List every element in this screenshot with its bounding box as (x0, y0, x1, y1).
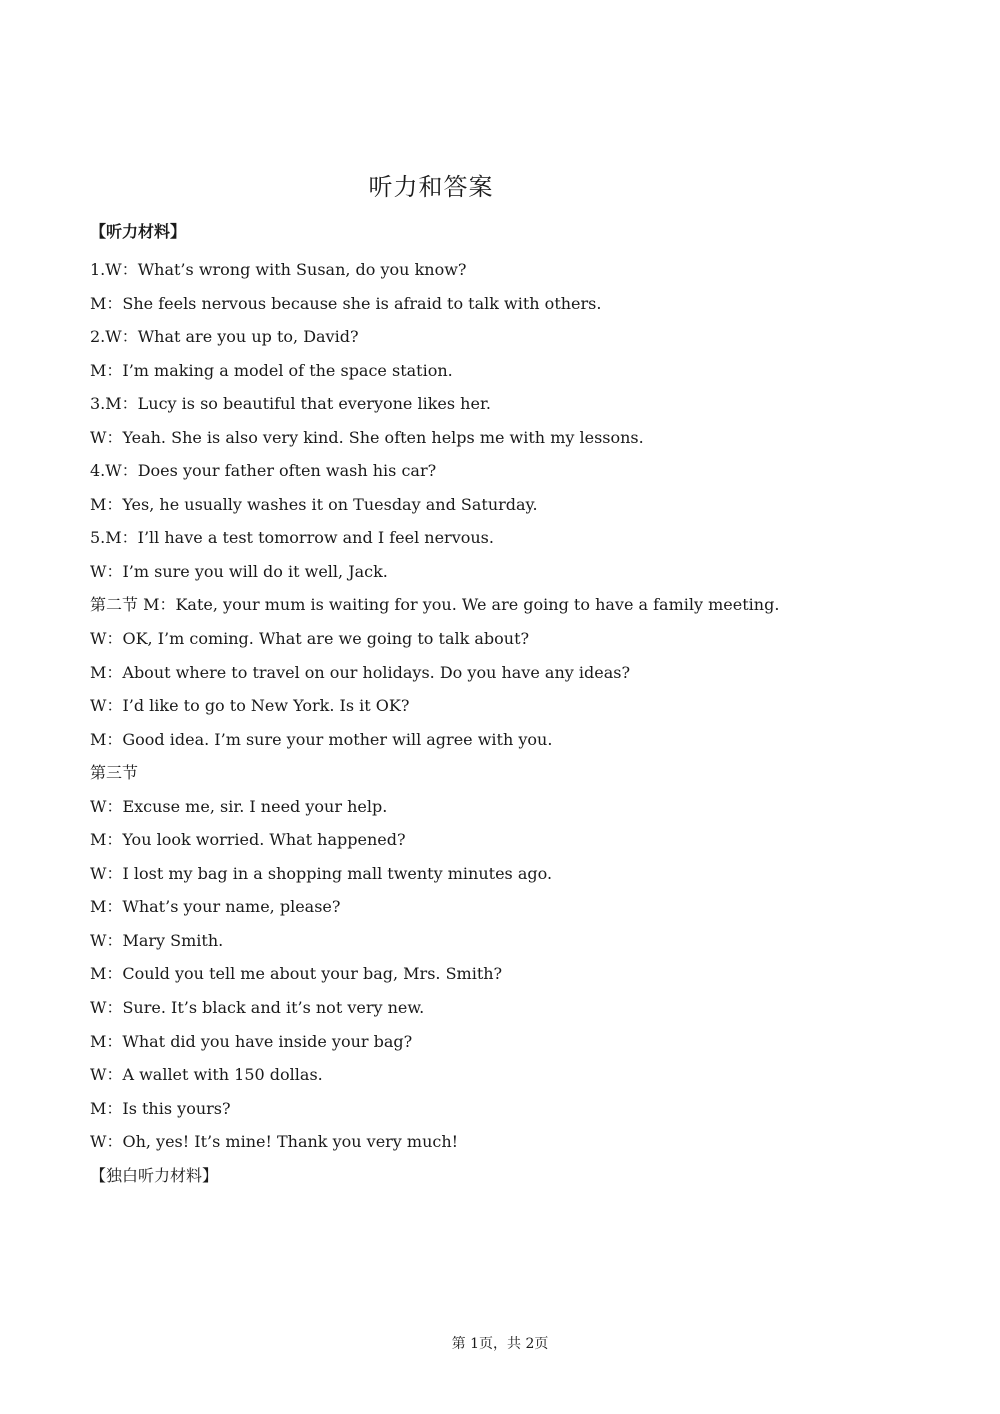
transcript-line: 4.W：Does your father often wash his car? (90, 461, 437, 481)
transcript-line: M：Good idea. I’m sure your mother will agree with you. (90, 729, 553, 749)
transcript-line: M：Could you tell me about your bag, Mrs. Smith? (90, 964, 503, 984)
transcript-line: M：What’s your name, please? (90, 897, 341, 917)
transcript-line: 3.M：Lucy is so beautiful that everyone likes her. (90, 394, 491, 414)
transcript-line: M：Yes, he usually washes it on Tuesday and Saturday. (90, 494, 538, 514)
page-number-footer: 第 1页，共 2页 (451, 1336, 549, 1352)
transcript-line: W：I’m sure you will do it well, Jack. (90, 561, 388, 581)
transcript-line: W：Excuse me, sir. I need your help. (90, 796, 388, 816)
transcript-line: M：She feels nervous because she is afraid to talk with others. (90, 293, 602, 313)
transcript-line: M：About where to travel on our holidays. Do you have any ideas? (90, 662, 631, 682)
transcript-line: W：Sure. It’s black and it’s not very new. (90, 998, 425, 1018)
transcript-line: 2.W：What are you up to, David? (90, 327, 359, 347)
transcript-line: W：I’d like to go to New York. Is it OK? (90, 696, 410, 716)
transcript-line: M：What did you have inside your bag? (90, 1031, 413, 1051)
transcript-line: 第三节 (90, 763, 139, 783)
section-heading-listening-material: 【听力材料】 (90, 222, 187, 241)
transcript-line: W：Yeah. She is also very kind. She often helps me with my lessons. (90, 427, 644, 447)
transcript-line: 第二节 M：Kate, your mum is waiting for you. We are going to have a family meeting. (90, 595, 780, 615)
transcript-line: W：Mary Smith. (90, 930, 224, 950)
transcript-line: M：I’m making a model of the space station. (90, 360, 453, 380)
transcript-line: M：Is this yours? (90, 1098, 231, 1118)
page-title: 听力和答案 (368, 173, 494, 201)
section-heading-monologue-material: 【独白听力材料】 (90, 1166, 219, 1185)
transcript-line: W：A wallet with 150 dollas. (90, 1065, 323, 1085)
transcript-line: W：I lost my bag in a shopping mall twenty minutes ago. (90, 863, 553, 883)
transcript-line: 5.M：I’ll have a test tomorrow and I feel nervous. (90, 528, 494, 548)
transcript-line: 1.W：What’s wrong with Susan, do you know? (90, 260, 467, 279)
transcript-list (90, 256, 910, 1162)
transcript-line: W：OK, I’m coming. What are we going to talk about? (90, 629, 530, 649)
transcript-line: M：You look worried. What happened? (90, 830, 406, 850)
transcript-line: W：Oh, yes! It’s mine! Thank you very much! (90, 1132, 459, 1152)
